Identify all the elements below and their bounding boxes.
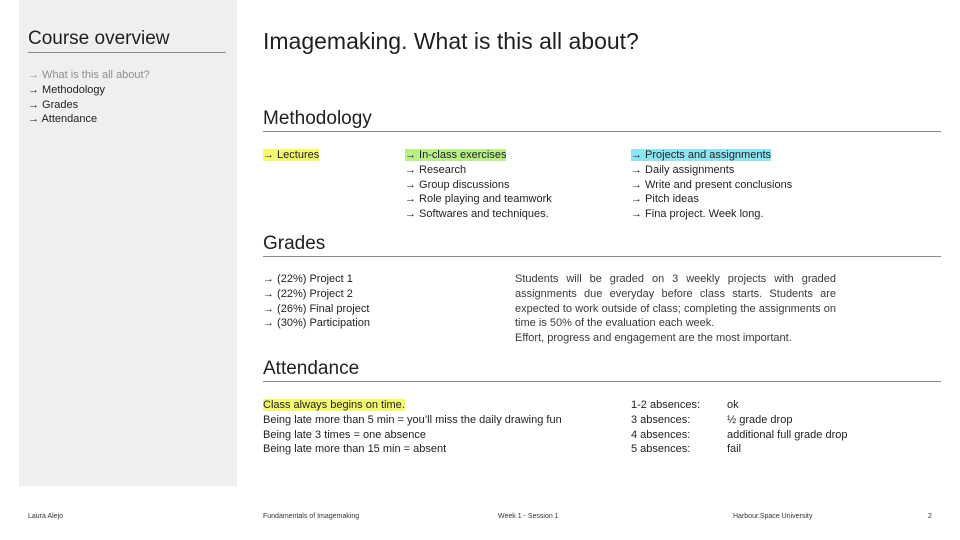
attendance-heading: Attendance [263,358,941,382]
sidebar-title: Course overview [28,28,226,53]
absence-count: 4 absences: [631,428,691,441]
list-item: → (22%) Project 2 [263,287,353,300]
methodology-heading: Methodology [263,108,941,132]
list-item: Being late 3 times = one absence [263,428,426,441]
absence-result: additional full grade drop [727,428,848,441]
footer-page-number: 2 [928,513,932,520]
grades-list [263,272,370,331]
list-item: → Write and present conclusions [631,178,793,191]
list-item: → (22%) Project 1 [263,273,353,285]
list-item: → Softwares and techniques. [405,208,549,221]
list-item: Being late more than 15 min = absent [263,443,447,456]
list-item: → Daily assignments [631,163,735,176]
grades-description-block [515,272,836,346]
absence-count: 1-2 absences: [631,399,701,411]
grades-description: Students will be graded on 3 weekly projects with graded assignments due everyday before class starts. Students are expected to work outside of class; completing the assignments on time is 50% of the evaluation each week. [515,273,836,330]
projects-column [631,148,792,222]
page-title: Imagemaking. What is this all about? [263,28,639,54]
footer-author: Laura Alejo [28,513,64,520]
list-item: → Group discussions [405,178,510,191]
attendance-rules [263,398,562,457]
lectures-label: → Lectures [263,149,320,161]
lectures-column [263,148,319,163]
absence-result: fail [727,443,742,456]
table-of-contents [28,68,150,127]
absence-result: ½ grade drop [727,413,793,426]
grades-note: Effort, progress and engagement are the most important. [515,332,792,345]
footer-session: Week 1 - Session 1 [498,513,559,520]
toc-item-methodology[interactable]: → Methodology [28,83,106,96]
attendance-highlight: Class always begins on time. [263,399,405,411]
absence-count: 3 absences: [631,413,691,426]
footer-course: Fundamentals of Imagemaking [263,513,360,520]
list-item: → Role playing and teamwork [405,193,552,206]
toc-item-about[interactable]: → What is this all about? [28,69,150,81]
inclass-column [405,148,552,222]
list-item: → (26%) Final project [263,302,370,315]
absence-results [727,398,847,457]
list-item: → Research [405,163,467,176]
footer-institution: Harbour.Space University [733,513,813,520]
absence-count: 5 absences: [631,443,691,456]
list-item: Being late more than 5 min = you’ll miss the daily drawing fun [263,413,562,426]
projects-title: → Projects and assignments [631,149,772,161]
list-item: → Fina project. Week long. [631,208,764,221]
sidebar [19,0,237,486]
grades-heading: Grades [263,233,941,257]
absence-counts [631,398,700,457]
toc-item-attendance[interactable]: → Attendance [28,113,98,126]
list-item: → (30%) Participation [263,317,370,330]
list-item: → Pitch ideas [631,193,699,206]
absence-result: ok [727,399,739,411]
inclass-title: → In-class exercises [405,149,507,161]
toc-item-grades[interactable]: → Grades [28,98,79,111]
